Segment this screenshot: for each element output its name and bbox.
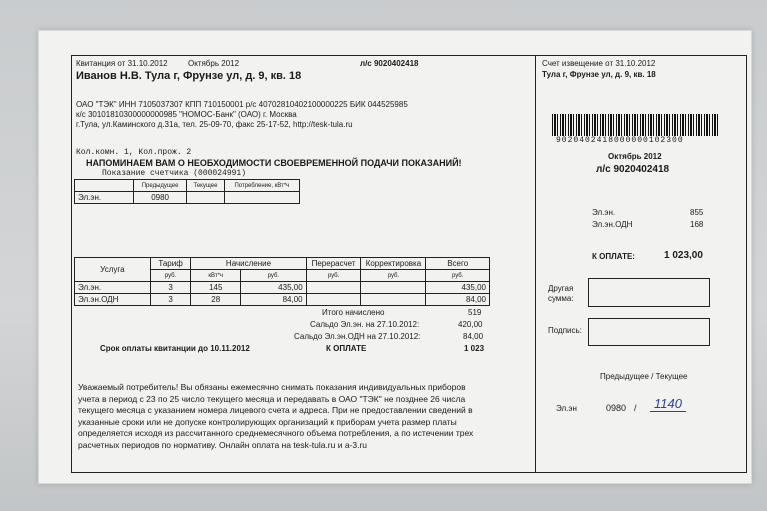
readings-table [74, 179, 300, 204]
row-total: 435,00 [426, 282, 490, 294]
row-rub: 84,00 [241, 294, 307, 306]
stub-el-label: Эл.эн. [592, 208, 616, 217]
barcode [552, 114, 720, 136]
readings-prev: 0980 [134, 192, 187, 204]
meter-slash: / [634, 403, 637, 413]
stub-address: Тула г, Фрунзе ул, д. 9, кв. 18 [542, 70, 656, 79]
row-total: 84,00 [426, 294, 490, 306]
org-line-2: к/с 30101810300000000985 "НОМОС-Банк" (ОАО) г. Москва [76, 110, 297, 119]
to-pay-label: К ОПЛАТЕ [326, 344, 367, 353]
stub-pay-value: 1 023,00 [664, 250, 703, 261]
account-number: л/с 9020402418 [360, 59, 419, 68]
charges-header-accrual: Начисление [191, 258, 306, 270]
charges-header-total: Всего [426, 258, 490, 270]
other-sum-label-1: Другая [548, 284, 574, 293]
row-service: Эл.эн.ОДН [75, 294, 151, 306]
saldo-odn-value: 84,00 [463, 332, 484, 341]
stub-pay-label: К ОПЛАТЕ: [592, 252, 635, 261]
consumer-notice: Уважаемый потребитель! Вы обязаны ежемесячно снимать показания индивидуальных приборов учета в период с 23 по 25 число текущего месяца и передавать в ОАО "ТЭК" не позднее 26 числа текущего месяца с указанием номера лицевого счета и адреса. При не предоставлении сведений в указанные сроки или не допуске контролирующих организаций к приборам учета размер платы определяется исходя из рассчитанного среднемесячного объема потребления, а по истечении трех расчетных периодов по нормативу. Онлайн оплата на tesk-tula.ru и a-3.ru [78, 382, 474, 450]
meter-prev: 0980 [606, 403, 627, 413]
payment-deadline: Срок оплаты квитанции до 10.11.2012 [100, 344, 250, 353]
signature-field[interactable] [588, 318, 710, 346]
barcode-digits: 9020402418000000102300 [556, 136, 684, 145]
row-service: Эл.эн. [75, 282, 151, 294]
meter-current-handwritten: 1140 [650, 396, 686, 412]
readings-label: Эл.эн. [75, 192, 134, 204]
table-row [75, 282, 490, 294]
charges-header-recalc: Перерасчет [306, 258, 361, 270]
row-kwh: 28 [191, 294, 241, 306]
org-line-3: г.Тула, ул.Каминского д.31а, тел. 25-09-70, факс 25-17-52, http://tesk-tula.ru [76, 120, 353, 129]
charges-unit-total: руб. [426, 270, 490, 282]
receipt-month: Октябрь 2012 [188, 59, 240, 68]
stub-odn-value: 168 [690, 220, 704, 229]
table-row [75, 294, 490, 306]
meter-label: Эл.эн [556, 404, 577, 413]
charges-unit-rub: руб. [241, 270, 307, 282]
stub-odn-label: Эл.эн.ОДН [592, 220, 633, 229]
receipt-frame [71, 55, 747, 473]
charges-header-tariff: Тариф [150, 258, 191, 270]
charges-header-service: Услуга [75, 258, 151, 282]
payer-name-address: Иванов Н.В. Тула г, Фрунзе ул, д. 9, кв. 18 [76, 70, 302, 82]
charges-unit-correction: руб. [361, 270, 426, 282]
prev-cur-label: Предыдущее / Текущее [600, 372, 688, 381]
readings-header-prev: Предыдущее [134, 180, 187, 192]
row-kwh: 145 [191, 282, 241, 294]
meter-reading-title: Показание счетчика (000024991) [102, 169, 247, 178]
saldo-el-value: 420,00 [458, 320, 483, 329]
accrued-label: Итого начислено [322, 308, 385, 317]
rooms-residents: Кол.комн. 1, Кол.прож. 2 [76, 148, 192, 157]
stub-account: л/с 9020402418 [596, 164, 670, 175]
row-tariff: 3 [150, 282, 191, 294]
stub-el-value: 855 [690, 208, 704, 217]
stub-header: Счет извещение от 31.10.2012 [542, 59, 656, 68]
stub-month: Октябрь 2012 [608, 152, 662, 161]
other-sum-field[interactable] [588, 278, 710, 307]
accrued-value: 519 [468, 308, 482, 317]
to-pay-value: 1 023 [464, 344, 485, 353]
receipt-date: Квитанция от 31.10.2012 [76, 59, 168, 68]
readings-cur [187, 192, 225, 204]
stub-divider [535, 56, 536, 472]
org-line-1: ОАО "ТЭК" ИНН 7105037307 КПП 710150001 р/с 40702810402100000225 БИК 044525985 [76, 100, 408, 109]
signature-label: Подпись: [548, 326, 582, 335]
charges-unit-tariff: руб. [150, 270, 191, 282]
other-sum-label-2: сумма: [548, 294, 574, 303]
charges-table [74, 257, 490, 306]
row-rub: 435,00 [241, 282, 307, 294]
charges-unit-recalc: руб. [306, 270, 361, 282]
charges-header-correction: Корректировка [361, 258, 426, 270]
readings-cons [224, 192, 299, 204]
row-tariff: 3 [150, 294, 191, 306]
readings-header-cons: Потребление, кВт*ч [224, 180, 299, 192]
readings-header-cur: Текущее [187, 180, 225, 192]
receipt-paper [38, 30, 752, 484]
saldo-el-label: Сальдо Эл.эн. на 27.10.2012: [310, 320, 420, 329]
reminder-text: НАПОМИНАЕМ ВАМ О НЕОБХОДИМОСТИ СВОЕВРЕМЕННОЙ ПОДАЧИ ПОКАЗАНИЙ! [86, 158, 462, 168]
saldo-odn-label: Сальдо Эл.эн.ОДН на 27.10.2012: [294, 332, 421, 341]
charges-unit-kwh: кВт*ч [191, 270, 241, 282]
